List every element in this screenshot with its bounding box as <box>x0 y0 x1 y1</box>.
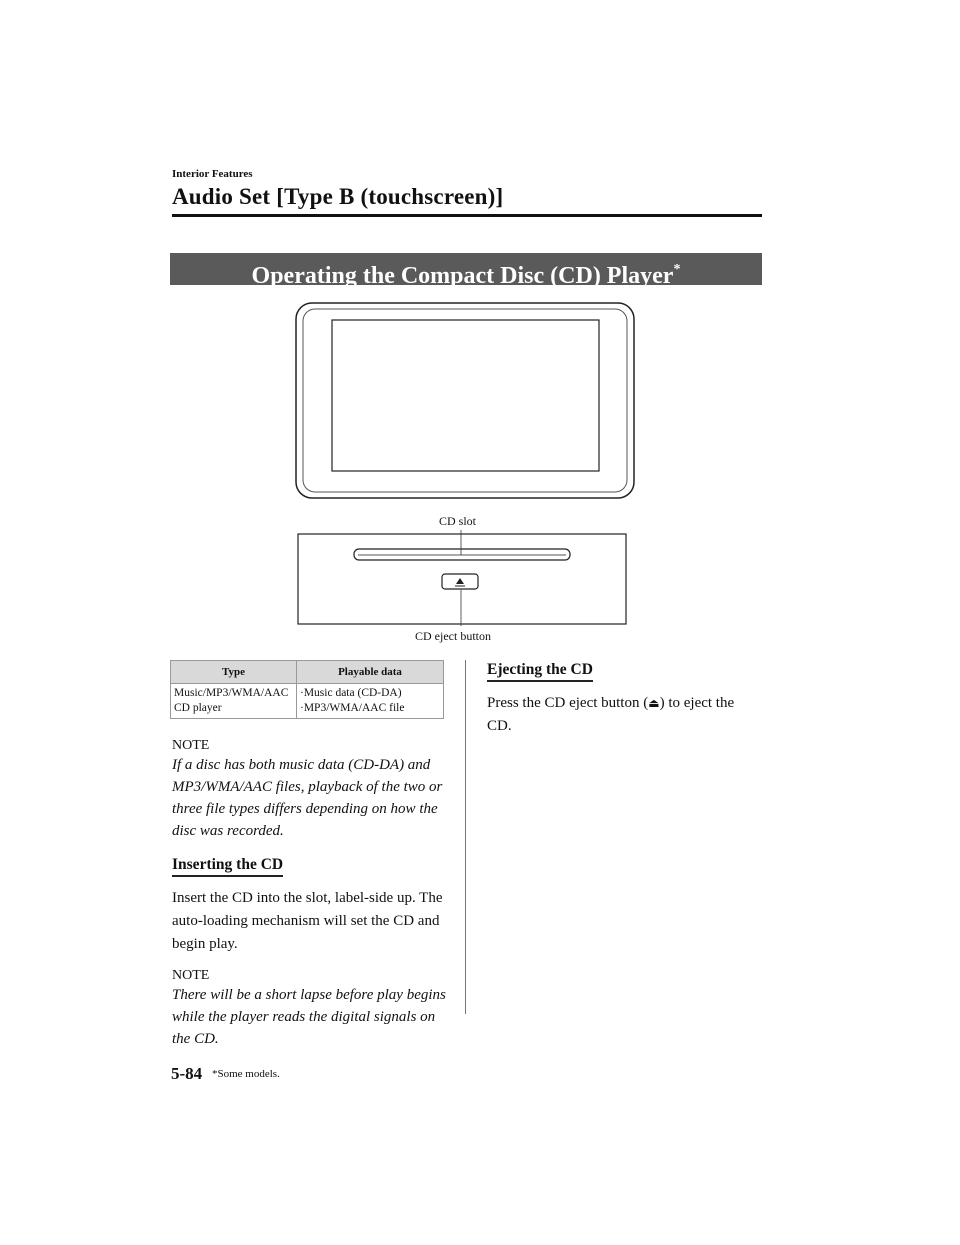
section-banner <box>170 253 762 289</box>
table-header-playable-data: Playable data <box>297 661 444 684</box>
table-cell-type: Music/MP3/WMA/AAC CD player <box>171 684 297 719</box>
left-column <box>172 738 457 1050</box>
inserting-heading: Inserting the CD <box>172 856 283 877</box>
some-models-marker: * <box>673 262 681 277</box>
table-header-row <box>171 661 444 684</box>
display-screen <box>332 320 599 471</box>
table-cell-playable-data <box>297 684 444 719</box>
section-label: Interior Features <box>172 168 253 180</box>
note-heading: NOTE <box>172 738 210 753</box>
page-title: Audio Set [Type B (touchscreen)] <box>172 184 504 209</box>
ejecting-heading: Ejecting the CD <box>487 661 593 682</box>
cd-slot-label: CD slot <box>439 514 477 528</box>
ejecting-text: Press the CD eject button (⏏) to eject the CD. <box>487 695 735 734</box>
eject-icon: ⏏ <box>648 696 660 710</box>
inserting-text: Insert the CD into the slot, label-side up. The auto-loading mechanism will set the CD and begin play. <box>172 890 443 952</box>
touchscreen-display-illustration <box>290 298 640 504</box>
note-text: There will be a short lapse before play begins while the player reads the digital signals on the CD. <box>172 987 446 1047</box>
footnote: *Some models. <box>212 1068 280 1080</box>
note-text: If a disc has both music data (CD-DA) and MP3/WMA/AAC files, playback of the two or three file types differs depending on how the disc was recorded. <box>172 757 443 839</box>
table-row <box>171 684 444 719</box>
table-header-type: Type <box>171 661 297 684</box>
playable-data-table <box>170 660 444 719</box>
banner-title: Operating the Compact Disc (CD) Player <box>251 263 674 289</box>
right-column <box>487 661 762 738</box>
column-divider <box>465 660 466 1014</box>
note-heading: NOTE <box>172 968 210 983</box>
playable-data-item: ·Music data (CD-DA) <box>300 687 402 699</box>
title-rule <box>172 214 762 217</box>
cd-eject-button-label: CD eject button <box>415 629 491 643</box>
page-number: 5-84 <box>171 1064 203 1083</box>
playable-data-item: ·MP3/WMA/AAC file <box>300 702 405 714</box>
cd-player-panel-illustration <box>297 530 629 626</box>
